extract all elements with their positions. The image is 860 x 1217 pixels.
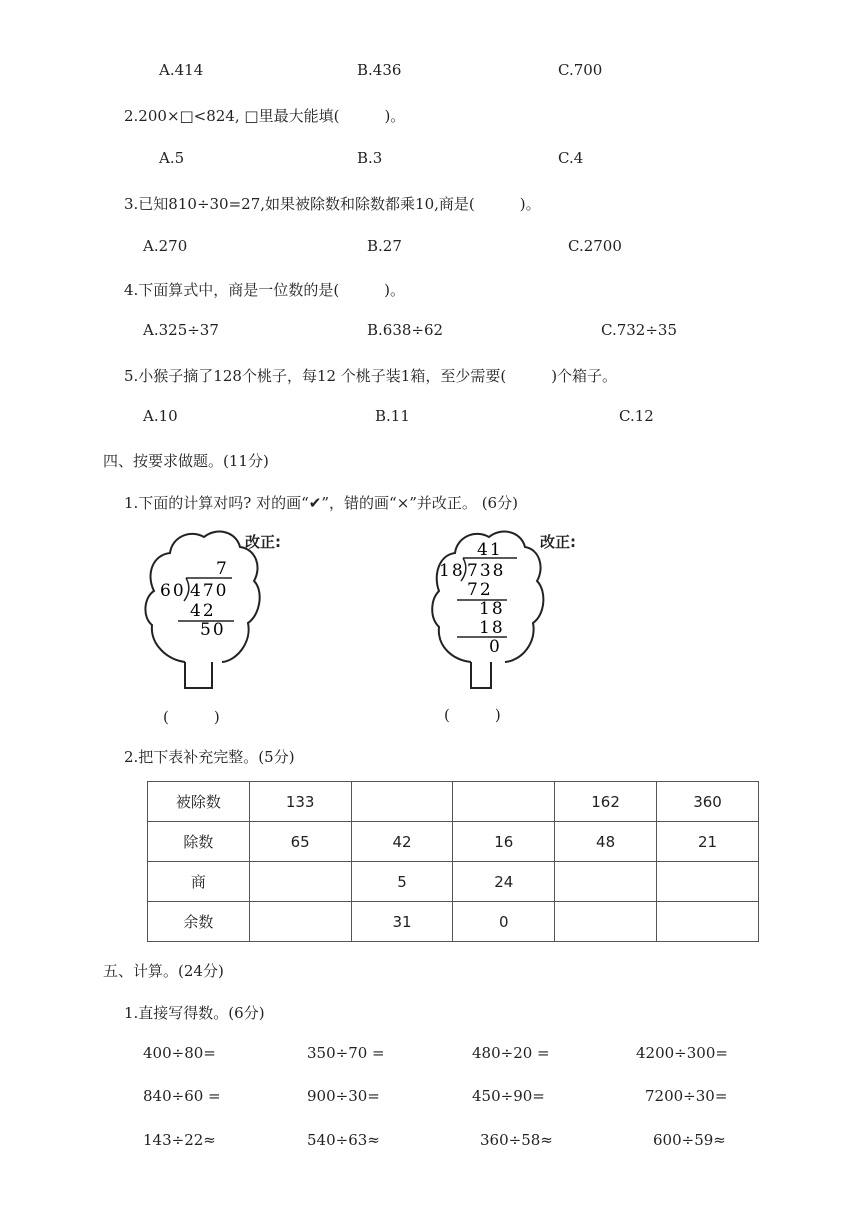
table-cell: 16 (453, 822, 555, 862)
q5-text: 5.小猴子摘了128个桃子，每12 个桃子装1箱，至少需要( )个箱子。 (124, 367, 618, 385)
calc-item: 900÷30= (307, 1087, 380, 1105)
q3-option-b: B.27 (367, 237, 402, 255)
tree2-step2: 18 (479, 599, 505, 619)
tree1-dividend: 470 (190, 581, 229, 601)
q5-option-a: A.10 (143, 407, 178, 425)
q2-text: 2.200×□<824, □里最大能填( )。 (124, 107, 406, 125)
table-cell: 360 (657, 782, 759, 822)
table-row (148, 902, 759, 942)
tree2-trunk-icon (471, 662, 491, 688)
s5-question1: 1.直接写得数。(6分) (124, 1004, 265, 1022)
q1-option-b: B.436 (357, 61, 402, 79)
calc-item: 350÷70 = (307, 1044, 385, 1062)
q2-option-a: A.5 (159, 149, 185, 167)
tree1-correct-label: 改正: (245, 533, 281, 551)
q3-option-a: A.270 (143, 237, 188, 255)
division-table (147, 781, 759, 942)
tree2-quotient: 41 (477, 540, 503, 560)
table-cell: 被除数 (148, 782, 250, 822)
table-cell: 余数 (148, 902, 250, 942)
q5-option-c: C.12 (619, 407, 654, 425)
calc-item: 450÷90= (472, 1087, 545, 1105)
table-cell: 31 (351, 902, 453, 942)
calc-item: 7200÷30= (645, 1087, 728, 1105)
tree1-answer-paren: ( ) (163, 708, 220, 726)
table-cell (657, 862, 759, 902)
q5-option-b: B.11 (375, 407, 410, 425)
tree2-step3: 18 (479, 618, 505, 638)
calc-item: 4200÷300= (636, 1044, 728, 1062)
table-cell (249, 902, 351, 942)
table-cell: 0 (453, 902, 555, 942)
tree1-divisor: 60 (160, 581, 186, 601)
q3-option-c: C.2700 (568, 237, 622, 255)
q4-option-c: C.732÷35 (601, 321, 677, 339)
table-cell: 162 (555, 782, 657, 822)
calc-item: 840÷60 = (143, 1087, 221, 1105)
q1-option-c: C.700 (558, 61, 603, 79)
q2-option-b: B.3 (357, 149, 383, 167)
tree2-step1: 72 (467, 580, 493, 600)
table-cell (555, 902, 657, 942)
table-cell: 5 (351, 862, 453, 902)
q4-option-a: A.325÷37 (143, 321, 219, 339)
table-cell: 42 (351, 822, 453, 862)
calc-item: 600÷59≈ (653, 1131, 726, 1149)
tree2-remainder: 0 (489, 637, 500, 657)
tree2-correct-label: 改正: (540, 533, 576, 551)
table-cell (351, 782, 453, 822)
table-cell (657, 902, 759, 942)
s4-question1: 1.下面的计算对吗? 对的画“✔”，错的画“×”并改正。 (6分) (124, 494, 518, 512)
table-cell: 65 (249, 822, 351, 862)
tree1-quotient: 7 (216, 559, 227, 579)
section4-title: 四、按要求做题。(11分) (103, 452, 269, 470)
table-row (148, 822, 759, 862)
q3-text: 3.已知810÷30=27,如果被除数和除数都乘10,商是( )。 (124, 195, 541, 213)
table-cell: 48 (555, 822, 657, 862)
tree1-remainder: 50 (200, 620, 226, 640)
section5-title: 五、计算。(24分) (103, 962, 224, 980)
table-cell (555, 862, 657, 902)
table-row (148, 862, 759, 902)
q4-option-b: B.638÷62 (367, 321, 444, 339)
tree2-divisor: 18 (439, 561, 465, 581)
s4-question2: 2.把下表补充完整。(5分) (124, 748, 295, 766)
calc-item: 480÷20 = (472, 1044, 550, 1062)
tree2-dividend: 738 (467, 561, 506, 581)
q2-option-c: C.4 (558, 149, 584, 167)
calc-item: 540÷63≈ (307, 1131, 380, 1149)
q4-text: 4.下面算式中，商是一位数的是( )。 (124, 281, 406, 299)
tree2-answer-paren: ( ) (444, 706, 501, 724)
table-row (148, 782, 759, 822)
q1-option-a: A.414 (159, 61, 204, 79)
table-cell: 除数 (148, 822, 250, 862)
table-cell (453, 782, 555, 822)
tree2-figure (425, 525, 555, 695)
tree1-trunk-icon (185, 662, 212, 688)
table-cell: 133 (249, 782, 351, 822)
calc-item: 360÷58≈ (480, 1131, 553, 1149)
table-cell: 商 (148, 862, 250, 902)
table-cell (249, 862, 351, 902)
table-cell: 21 (657, 822, 759, 862)
calc-item: 143÷22≈ (143, 1131, 216, 1149)
table-cell: 24 (453, 862, 555, 902)
tree1-step1: 42 (190, 601, 216, 621)
calc-item: 400÷80= (143, 1044, 216, 1062)
